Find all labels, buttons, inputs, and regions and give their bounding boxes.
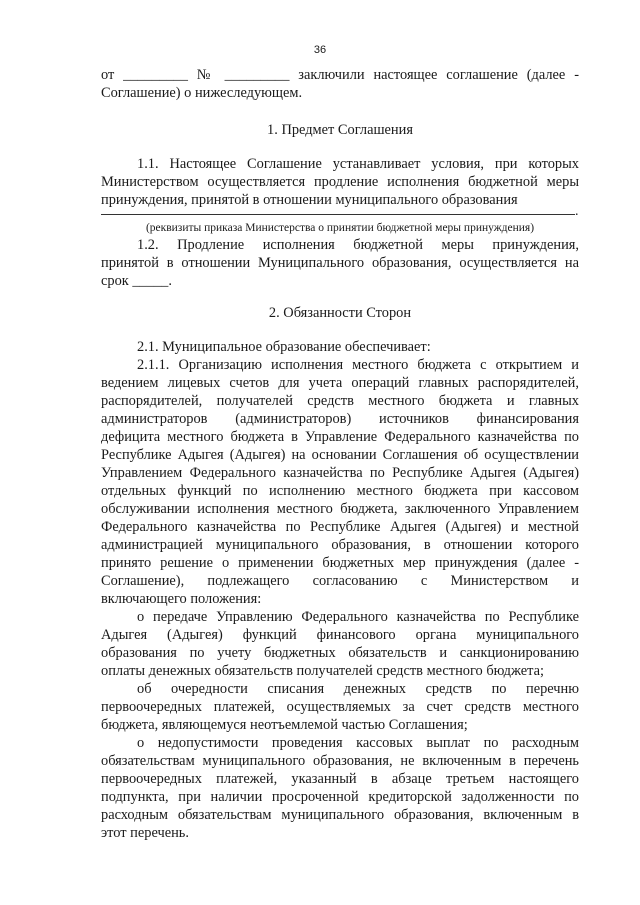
text-line: о передаче Управлению Федерального казначейства по Республике (137, 609, 579, 625)
text-line: оплаты денежных обязательств получателей средств местного бюджета; (101, 663, 544, 679)
text-line: Соглашение), подлежащего согласованию с Министерством и (101, 573, 579, 589)
text-line: Республике Адыгея (Адыгея) на основании Соглашения об осуществлении (101, 447, 579, 463)
section-heading: 2. Обязанности Сторон (268, 305, 412, 321)
text-line: дефицита местного бюджета в Управление Федерального казначейства по (101, 429, 579, 445)
text-line: расходным обязательствам муниципального образования, включенным в (101, 807, 579, 823)
text-line: образования по учету бюджетных обязательств и санкционированию (101, 645, 579, 661)
period-mark: . (575, 204, 579, 219)
text-line: об очередности списания денежных средств по перечню (137, 681, 579, 697)
text-line: включающего положения: (101, 591, 262, 607)
text-line: первоочередных платежей, осуществляемых за счет средств местного (101, 699, 579, 715)
text-line: срок _____. (101, 273, 172, 289)
text-line: этот перечень. (101, 825, 189, 841)
text-line: 2.1.1. Организацию исполнения местного бюджета с открытием и (137, 357, 579, 373)
page-number: 36 (313, 44, 327, 56)
text-line: обслуживании исполнения местного бюджета, заключенного Управлением (101, 501, 579, 517)
text-line: отдельных функций по исполнению местного бюджета при кассовом (101, 483, 579, 499)
text-line: распорядителей, получателей средств местного бюджета и главных (101, 393, 579, 409)
text-line: Управлением Федерального казначейства по Республике Адыгея (Адыгея) (101, 465, 579, 481)
section-heading: 1. Предмет Соглашения (267, 122, 413, 138)
text-line: бюджета, являющемуся неотъемлемой частью Соглашения; (101, 717, 468, 733)
text-line: Федерального казначейства по Республике Адыгея (Адыгея) и местной (101, 519, 579, 535)
caption-line: (реквизиты приказа Министерства о принятии бюджетной меры принуждения) (145, 222, 535, 234)
text-line: от _________ № _________ заключили настоящее соглашение (далее - (101, 67, 579, 83)
text-line: Адыгея (Адыгея) функций финансового органа муниципального (101, 627, 579, 643)
text-line: 1.2. Продление исполнения бюджетной меры принуждения, (137, 237, 579, 253)
text-line: 1.1. Настоящее Соглашение устанавливает условия, при которых (137, 156, 579, 172)
text-line: Министерством осуществляется продление исполнения бюджетной меры (101, 174, 579, 190)
blank-line (101, 214, 575, 215)
text-line: принуждения, принятой в отношении муниципального образования (101, 192, 518, 208)
text-line: Соглашение) о нижеследующем. (101, 85, 303, 101)
text-line: администрацией муниципального образования, в отношении которого (101, 537, 579, 553)
text-line: обязательствам муниципального образования, не включенным в перечень (101, 753, 579, 769)
text-line: принятой в отношении Муниципального образования, осуществляется на (101, 255, 579, 271)
text-line: о недопустимости проведения кассовых выплат по расходным (137, 735, 579, 751)
text-line: 2.1. Муниципальное образование обеспечивает: (137, 339, 431, 355)
text-line: первоочередных платежей, указанный в абзаце третьем настоящего (101, 771, 579, 787)
text-line: принято решение о применении бюджетных мер принуждения (далее - (101, 555, 579, 571)
text-line: подпункта, при наличии просроченной кредиторской задолженности по (101, 789, 579, 805)
text-line: ведением лицевых счетов для учета операций главных распорядителей, (101, 375, 579, 391)
text-line: администраторов (администраторов) источников финансирования (101, 411, 579, 427)
